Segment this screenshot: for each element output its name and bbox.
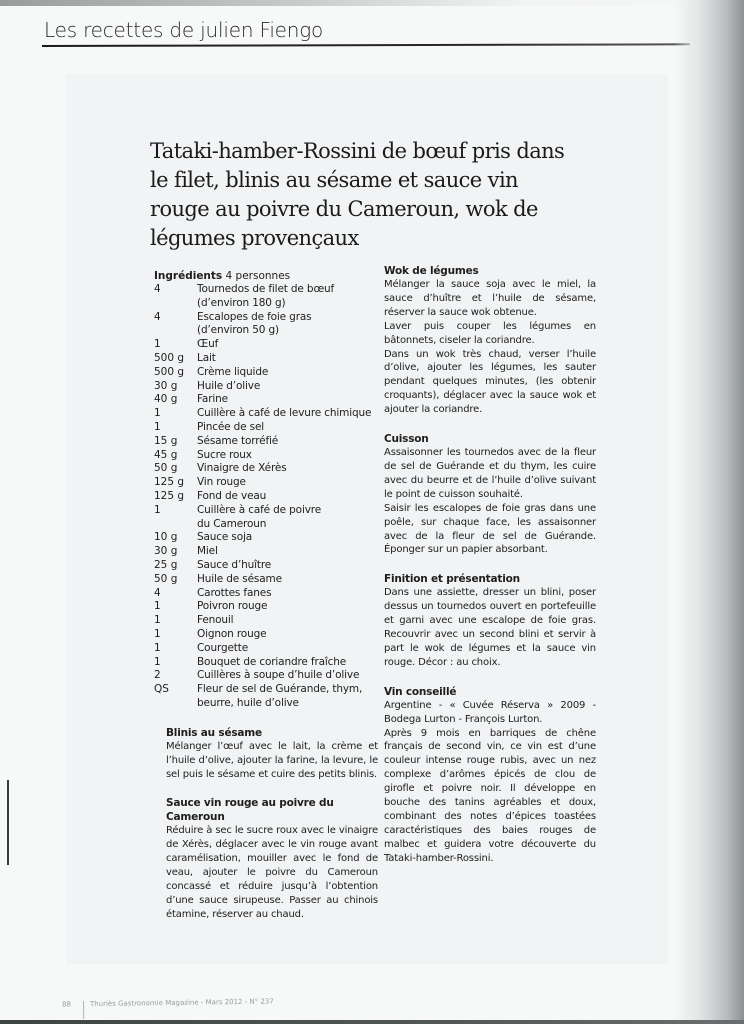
- ingredient-name: beurre, huile d’olive: [197, 696, 299, 709]
- recipe-section: [166, 726, 378, 782]
- section-paragraph: Saisir les escalopes de foie gras dans une poêle, sur chaque face, les assaisonner avec de la fleur de sel de Guérande. Éponger sur un papier absorbant.: [384, 502, 596, 556]
- page-header: [42, 18, 690, 47]
- ingredient-quantity: 1: [154, 420, 161, 433]
- ingredient-quantity: 4: [154, 283, 161, 295]
- ingredient-row: [154, 559, 376, 573]
- ingredient-name: Bouquet de coriandre fraîche: [197, 655, 347, 668]
- ingredient-name: Escalopes de foie gras: [197, 310, 312, 323]
- section-title: Blinis au sésame: [166, 726, 262, 739]
- page-footer: [62, 993, 274, 1014]
- ingredient-row: [154, 490, 376, 504]
- section-title: Finition et présentation: [384, 573, 520, 586]
- ingredient-row: [154, 449, 376, 463]
- ingredient-quantity: 25 g: [154, 558, 178, 571]
- ingredient-quantity: [154, 324, 197, 338]
- ingredient-name: Poivron rouge: [197, 600, 268, 613]
- section-paragraph: Réduire à sec le sucre roux avec le vinaigre de Xérès, déglacer avec le vin rouge avant caramélisation, mouiller avec le fond de veau, ajouter le poivre du Cameroun concassé et réduire jusqu’à l’obtention d’une sauce sirupeuse. Passer au chinois étamine, réserver au chaud.: [166, 825, 378, 920]
- section-body: [384, 446, 596, 557]
- section-paragraph: Dans un wok très chaud, verser l’huile d’olive, ajouter les légumes, les sauter pendant quelques minutes, (les obtenir croquants), déglacer avec la sauce wok et ajouter la coriandre.: [384, 348, 596, 416]
- ingredient-quantity: 45 g: [154, 448, 178, 461]
- header-title: Les recettes de julien Fiengo: [44, 18, 324, 42]
- ingredient-row: [154, 683, 376, 697]
- ingredient-name: Carottes fanes: [197, 586, 272, 599]
- right-column: [384, 264, 596, 866]
- ingredient-row: [154, 297, 376, 311]
- ingredient-name: Vin rouge: [197, 476, 246, 489]
- section-paragraph: Mélanger la sauce soja avec le miel, la sauce d’huître et l’huile de sésame, réserver la sauce wok obtenue.: [384, 279, 596, 318]
- ingredient-row: [154, 628, 376, 642]
- ingredient-row: [154, 338, 376, 352]
- ingredient-quantity: 125 g: [154, 489, 185, 502]
- ingredient-row: [154, 573, 376, 587]
- ingredient-row: [154, 587, 376, 601]
- ingredient-name: Fleur de sel de Guérande, thym,: [197, 683, 363, 696]
- ingredient-quantity: 30 g: [154, 379, 178, 392]
- ingredient-quantity: [154, 518, 197, 532]
- ingredient-name: Cuillère à café de poivre: [197, 503, 322, 516]
- ingredient-name: Vinaigre de Xérès: [197, 462, 287, 475]
- ingredient-row: [154, 352, 376, 366]
- ingredient-quantity: [154, 297, 197, 311]
- ingredient-name: Sauce soja: [197, 531, 253, 544]
- ingredient-quantity: 30 g: [154, 545, 178, 558]
- ingredient-row: [154, 531, 376, 545]
- ingredient-row: [154, 518, 376, 532]
- ingredient-quantity: 10 g: [154, 531, 178, 544]
- ingredient-quantity: 2: [154, 669, 161, 682]
- ingredient-name: (d’environ 50 g): [197, 324, 279, 337]
- right-sections: [384, 264, 596, 866]
- section-paragraph: Dans une assiette, dresser un blini, poser dessus un tournedos ouvert en portefeuille et garni avec une escalope de foie gras. Recouvrir avec un second blini et servir à part le wok de légumes et la sauce vin rouge. Décor : au choix.: [384, 587, 596, 668]
- scan-bottom-edge: [0, 1020, 744, 1024]
- ingredient-quantity: 1: [154, 338, 161, 351]
- ingredient-name: Farine: [197, 393, 228, 406]
- ingredient-quantity: 500 g: [154, 351, 185, 364]
- ingredient-name: Œuf: [197, 338, 219, 351]
- ingredient-row: [154, 311, 376, 325]
- ingredient-name: Courgette: [197, 641, 249, 654]
- recipe-section: [384, 264, 596, 417]
- ingredients-label: Ingrédients: [154, 270, 223, 282]
- section-body: [384, 699, 596, 866]
- ingredient-row: [154, 324, 376, 338]
- publication-info: Thuriès Gastronomie Magazine - Mars 2012 - N° 237: [89, 997, 274, 1009]
- ingredient-quantity: 1: [154, 655, 161, 668]
- ingredient-row: [154, 407, 376, 421]
- recipe-section: [384, 572, 596, 669]
- ingredient-row: [154, 669, 376, 683]
- ingredient-list: [154, 283, 376, 711]
- section-body: [384, 278, 596, 417]
- page-number: 88: [61, 1000, 71, 1009]
- ingredient-row: [154, 462, 376, 476]
- ingredient-quantity: 1: [154, 503, 161, 516]
- ingredient-name: du Cameroun: [197, 517, 267, 530]
- section-paragraph: Laver puis couper les légumes en bâtonnets, ciseler la coriandre.: [384, 320, 596, 346]
- ingredient-name: (d’environ 180 g): [197, 296, 286, 309]
- ingredient-quantity: 50 g: [154, 572, 178, 585]
- section-body: [384, 586, 596, 669]
- ingredient-name: Sauce d’huître: [197, 558, 272, 571]
- ingredient-quantity: 1: [154, 627, 161, 640]
- ingredient-row: [154, 421, 376, 435]
- recipe-section: [384, 432, 596, 557]
- section-body: [166, 740, 378, 782]
- section-title: Vin conseillé: [384, 685, 457, 698]
- ingredient-row: [154, 697, 376, 711]
- ingredient-name: Tournedos de filet de bœuf: [197, 283, 335, 295]
- recipe-section: [166, 796, 378, 921]
- section-body: [166, 824, 378, 921]
- ingredient-name: Fond de veau: [197, 489, 267, 502]
- ingredient-name: Huile d’olive: [197, 379, 261, 392]
- ingredient-quantity: 4: [154, 586, 161, 599]
- ingredient-quantity: 125 g: [154, 476, 185, 489]
- scan-binding-shadow: [674, 0, 744, 1024]
- ingredient-name: Sésame torréfié: [197, 434, 279, 447]
- ingredient-name: Pincée de sel: [197, 420, 265, 433]
- ingredient-row: [154, 545, 376, 559]
- ingredient-quantity: 500 g: [154, 365, 185, 378]
- ingredient-row: [154, 283, 376, 297]
- ingredient-row: [154, 642, 376, 656]
- margin-rule: [7, 780, 9, 865]
- ingredient-quantity: 1: [154, 600, 161, 613]
- ingredient-quantity: 40 g: [154, 393, 178, 406]
- ingredient-row: [154, 476, 376, 490]
- scan-top-shadow: [0, 0, 744, 6]
- ingredient-quantity: 50 g: [154, 462, 178, 475]
- ingredient-quantity: 4: [154, 310, 161, 323]
- ingredients-heading: [154, 269, 376, 283]
- ingredient-quantity: 15 g: [154, 434, 178, 447]
- section-title: Cuisson: [384, 433, 429, 446]
- ingredient-row: [154, 656, 376, 670]
- left-column: [154, 269, 376, 922]
- ingredient-quantity: 1: [154, 614, 161, 627]
- ingredient-name: Crème liquide: [197, 365, 269, 378]
- section-paragraph: Assaisonner les tournedos avec de la fleur de sel de Guérande et du thym, les cuire avec du beurre et de l’huile d’olive suivant le point de cuisson souhaité.: [384, 447, 596, 500]
- ingredient-row: [154, 366, 376, 380]
- section-title: Sauce vin rouge au poivre du Cameroun: [166, 797, 334, 824]
- ingredient-quantity: [154, 697, 197, 711]
- ingredient-name: Miel: [197, 545, 218, 558]
- section-paragraph: Argentine - « Cuvée Réserva » 2009 - Bodega Lurton - François Lurton.: [384, 699, 596, 725]
- ingredient-name: Cuillères à soupe d’huile d’olive: [197, 669, 360, 682]
- recipe-title: Tataki-hamber-Rossini de bœuf pris dans le filet, blinis au sésame et sauce vin rouge au poivre du Cameroun, wok de légumes provençaux: [150, 139, 565, 250]
- ingredient-quantity: 1: [154, 641, 161, 654]
- ingredient-row: [154, 435, 376, 449]
- section-paragraph: Après 9 mois en barriques de chêne français de second vin, ce vin est d’une couleur intense rouge rubis, avec un nez complexe d’arômes épicés de clou de girofle et poivre noir. Il développe en bouche des tanins agréables et doux, combinant des notes d’épices toastées caractéristiques des baies rouges de malbec et guidera votre découverte du Tataki-hamber-Rossini.: [384, 727, 596, 864]
- ingredient-row: [154, 380, 376, 394]
- recipe-section: [384, 685, 596, 866]
- ingredient-quantity: QS: [154, 683, 169, 696]
- servings: 4 personnes: [225, 270, 291, 282]
- ingredient-name: Sucre roux: [197, 448, 252, 461]
- ingredient-name: Oignon rouge: [197, 627, 267, 640]
- section-paragraph: Mélanger l’œuf avec le lait, la crème et l’huile d’olive, ajouter la farine, la levure, le sel puis le sésame et cuire des petits blinis.: [166, 740, 378, 780]
- ingredient-row: [154, 504, 376, 518]
- left-sections: [154, 726, 376, 922]
- section-title: Wok de légumes: [384, 265, 479, 277]
- header-rule: [42, 43, 690, 47]
- ingredient-name: Huile de sésame: [197, 572, 282, 585]
- ingredient-row: [154, 614, 376, 628]
- ingredient-quantity: 1: [154, 407, 161, 420]
- ingredient-name: Lait: [197, 351, 216, 364]
- ingredient-row: [154, 393, 376, 407]
- ingredient-name: Fenouil: [197, 614, 234, 627]
- ingredient-name: Cuillère à café de levure chimique: [197, 407, 372, 420]
- ingredient-row: [154, 600, 376, 614]
- footer-separator: [83, 1001, 84, 1019]
